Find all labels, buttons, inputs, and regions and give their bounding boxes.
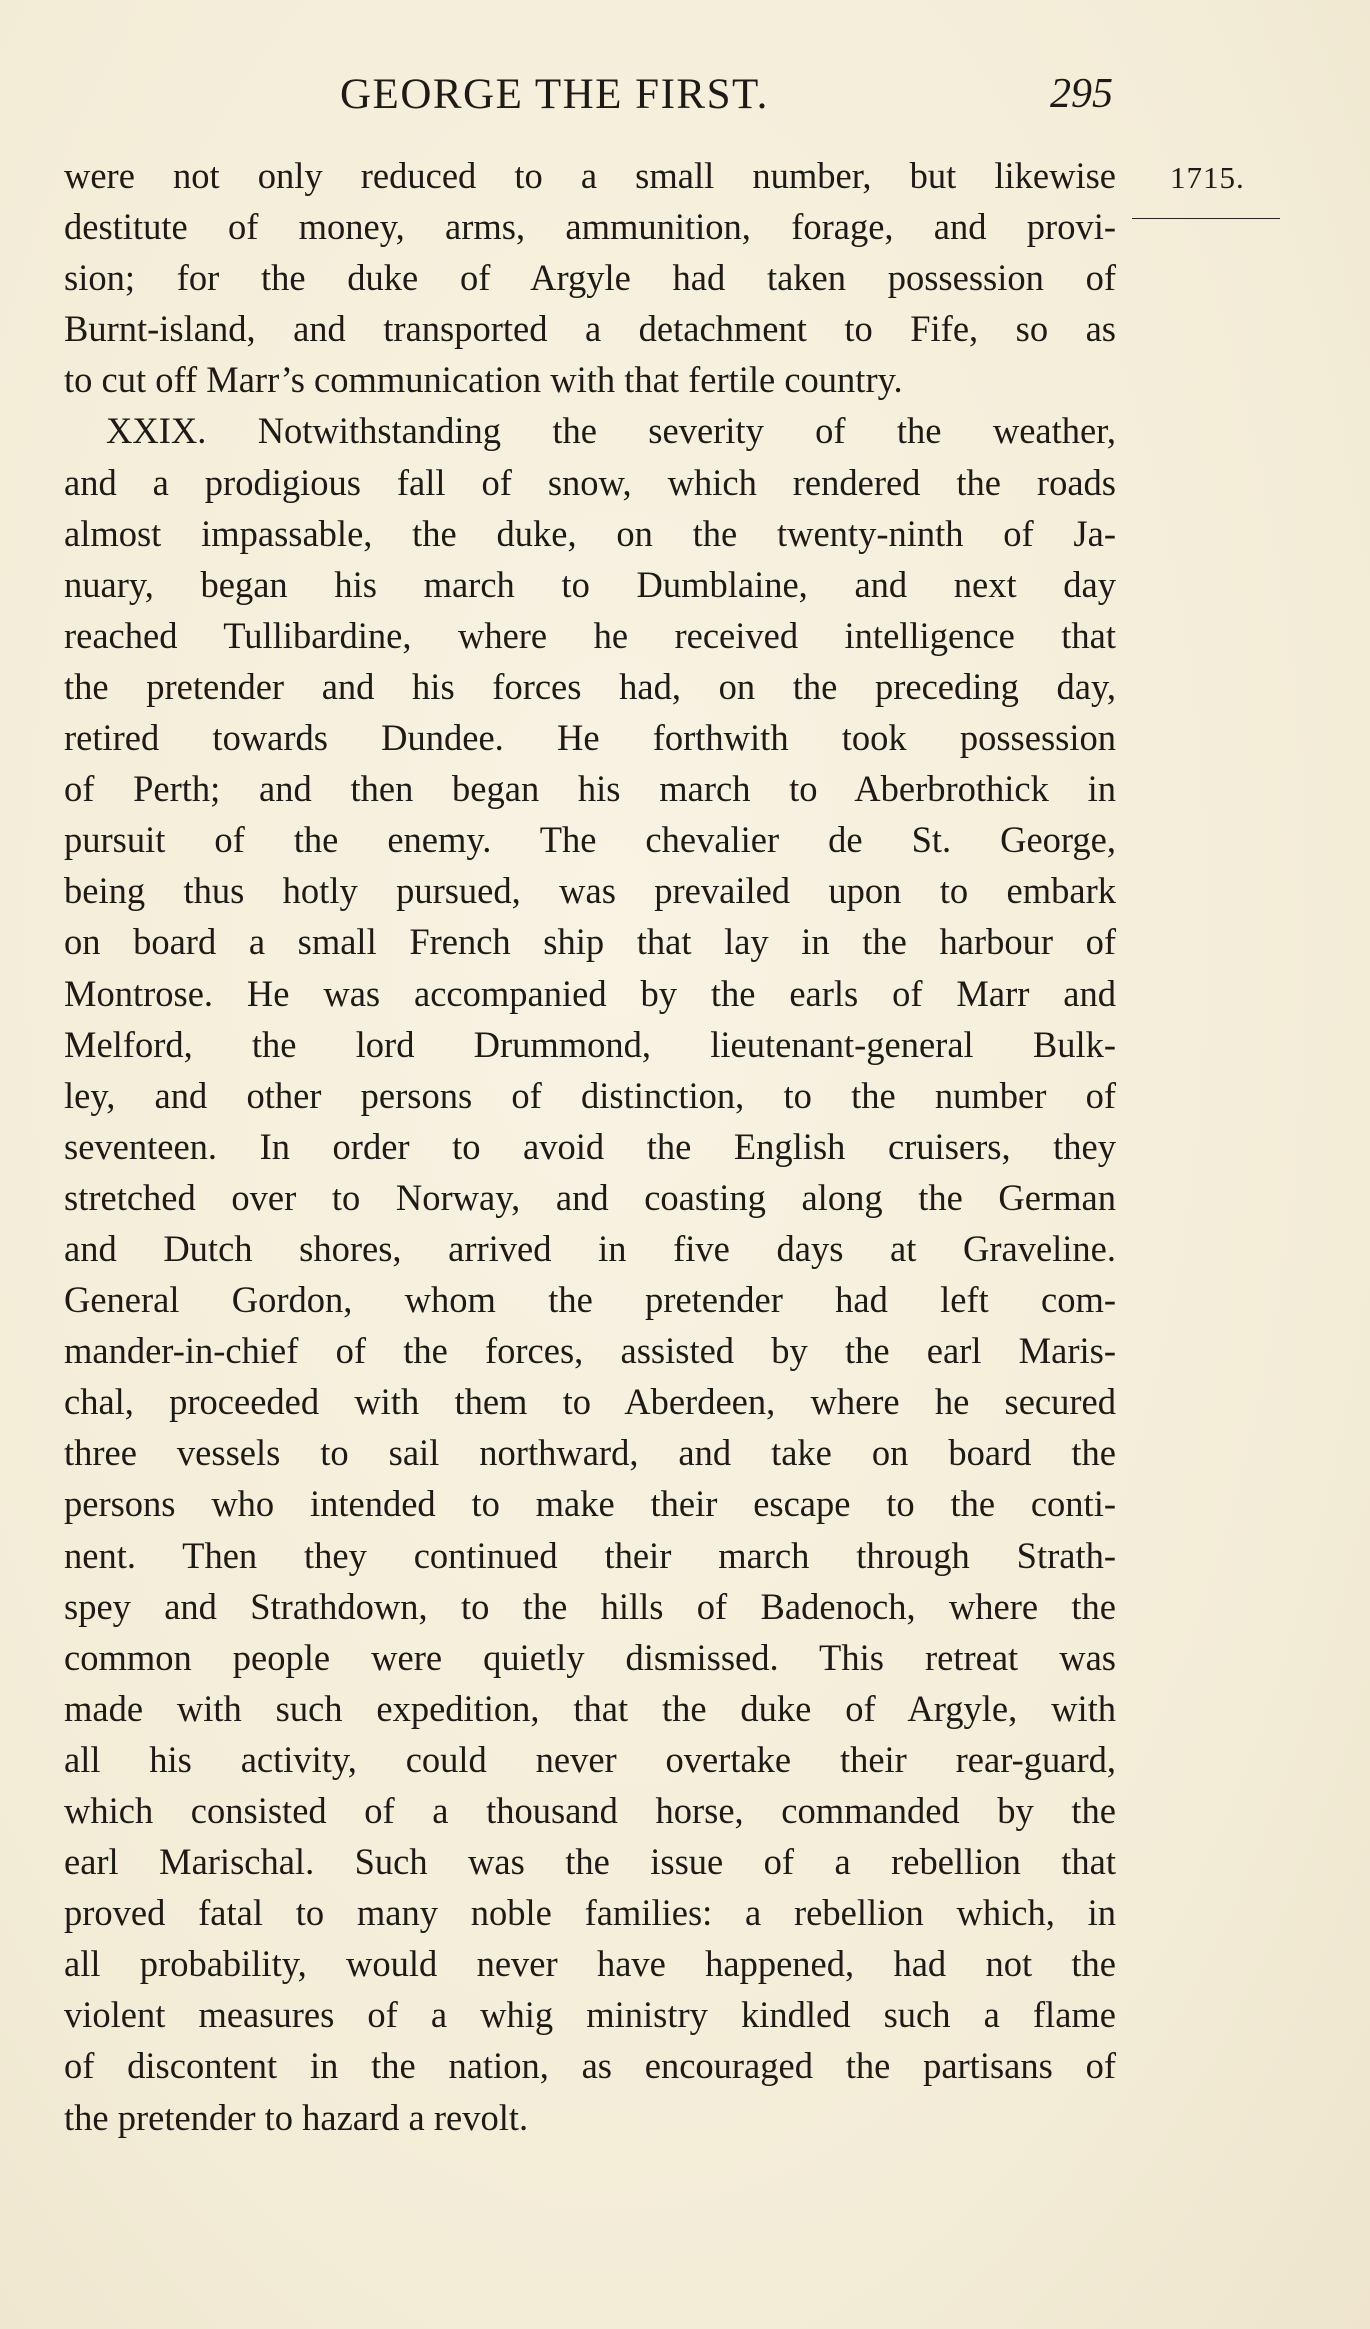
page-number: 295: [1050, 71, 1113, 117]
text-line: on board a small French ship that lay in the harbour of: [64, 921, 1116, 963]
text-line: spey and Strathdown, to the hills of Badenoch, where the: [64, 1585, 1116, 1627]
margin-year-note: 1715.: [1170, 160, 1245, 195]
running-title: GEORGE THE FIRST.: [340, 71, 769, 118]
text-line: of discontent in the nation, as encouraged the partisans of: [64, 2045, 1116, 2087]
text-line: reached Tullibardine, where he received intelligence that: [64, 614, 1116, 656]
text-line: to cut off Marr’s communication with that fertile country.: [64, 359, 903, 401]
text-line: retired towards Dundee. He forthwith took possession: [64, 717, 1116, 759]
text-line: and Dutch shores, arrived in five days at Graveline.: [64, 1227, 1116, 1269]
text-line: nuary, began his march to Dumblaine, and next day: [64, 563, 1116, 605]
text-line: the pretender and his forces had, on the preceding day,: [64, 665, 1116, 707]
text-line: mander-in-chief of the forces, assisted by the earl Maris-: [64, 1330, 1116, 1372]
text-line: which consisted of a thousand horse, commanded by the: [64, 1790, 1116, 1831]
text-line: XXIX. Notwithstanding the severity of the weather,: [106, 410, 1116, 452]
text-line: being thus hotly pursued, was prevailed upon to embark: [64, 870, 1116, 912]
text-line: earl Marischal. Such was the issue of a rebellion that: [64, 1841, 1116, 1883]
text-line: ley, and other persons of distinction, to the number of: [64, 1074, 1116, 1116]
text-line: and a prodigious fall of snow, which rendered the roads: [64, 461, 1116, 503]
text-line: Burnt-island, and transported a detachment to Fife, so as: [64, 308, 1116, 350]
running-head: [0, 70, 1370, 130]
text-line: common people were quietly dismissed. This retreat was: [64, 1636, 1116, 1678]
text-line: destitute of money, arms, ammunition, forage, and provi-: [64, 206, 1116, 248]
text-line: all probability, would never have happened, had not the: [64, 1943, 1116, 1985]
text-line: almost impassable, the duke, on the twenty-ninth of Ja-: [64, 512, 1116, 554]
text-line: seventeen. In order to avoid the English cruisers, they: [64, 1125, 1116, 1167]
text-line: sion; for the duke of Argyle had taken possession of: [64, 257, 1116, 299]
text-line: persons who intended to make their escape to the conti-: [64, 1483, 1116, 1525]
text-line: violent measures of a whig ministry kindled such a flame: [64, 1994, 1116, 2036]
text-line: nent. Then they continued their march through Strath-: [64, 1534, 1116, 1576]
text-line: all his activity, could never overtake their rear-guard,: [64, 1738, 1116, 1780]
text-line: were not only reduced to a small number, but likewise: [64, 155, 1116, 196]
text-line: proved fatal to many noble families: a rebellion which, in: [64, 1892, 1116, 1934]
text-line: chal, proceeded with them to Aberdeen, where he secured: [64, 1381, 1116, 1423]
text-line: stretched over to Norway, and coasting along the German: [64, 1176, 1116, 1218]
text-line: of Perth; and then began his march to Aberbrothick in: [64, 768, 1116, 810]
body-text: [64, 150, 1116, 2143]
text-line: Montrose. He was accompanied by the earls of Marr and: [64, 972, 1116, 1014]
margin-rule: [1132, 218, 1280, 219]
text-line: the pretender to hazard a revolt.: [64, 2096, 529, 2138]
text-line: three vessels to sail northward, and take on board the: [64, 1432, 1116, 1474]
text-line: General Gordon, whom the pretender had left com-: [64, 1279, 1116, 1321]
text-line: made with such expedition, that the duke of Argyle, with: [64, 1687, 1116, 1729]
text-line: Melford, the lord Drummond, lieutenant-general Bulk-: [64, 1023, 1116, 1065]
text-line: pursuit of the enemy. The chevalier de St. George,: [64, 819, 1116, 861]
